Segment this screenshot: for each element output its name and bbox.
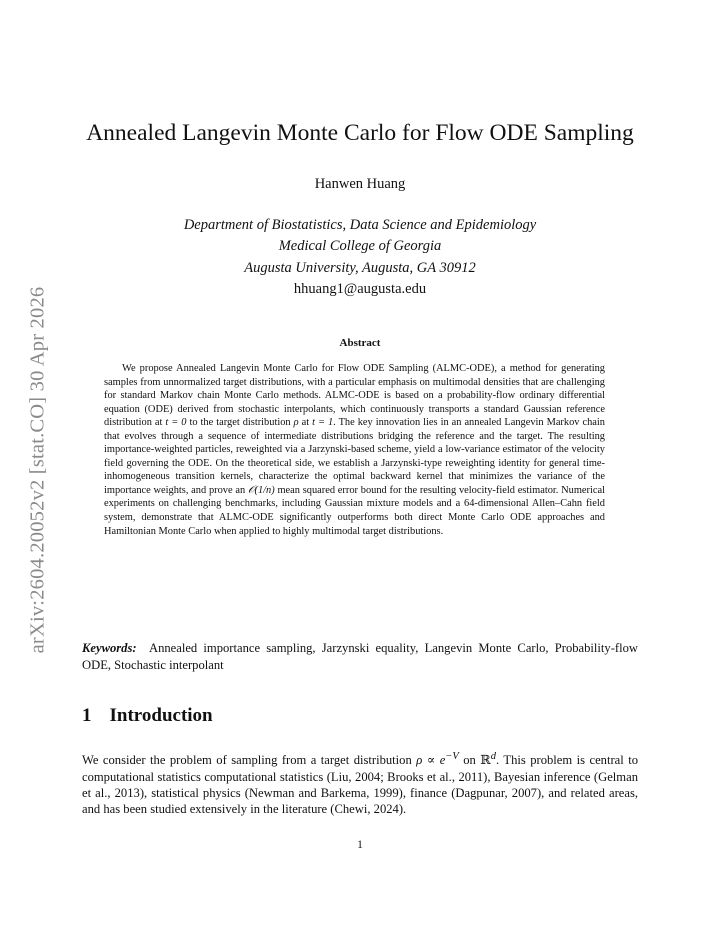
author-email: hhuang1@augusta.edu (293, 281, 427, 297)
abstract-body (104, 362, 605, 538)
intro-text-3: . This problem is central to computational statistics computational statistics (Liu, 2004; Brooks et al., 2011), Bayesian inference (Gelman et al., 2013), statistical physics (Newman and Barkema, 1999), finance (Dagpunar, 2007), and related areas, and has been studied extensively in the literature (Chewi, 2024). (82, 753, 638, 817)
section-title: Introduction (109, 705, 213, 726)
intro-math-1: ρ ∝ e (416, 753, 446, 768)
abstract-text-3: at (298, 417, 313, 429)
affiliation-department: Department of Biostatistics, Data Science and Epidemiology (183, 217, 537, 233)
section-number: 1 (82, 705, 92, 726)
intro-math-2: ℝ (480, 753, 491, 768)
abstract-math-3: t = 1 (312, 417, 334, 429)
arxiv-identifier: arXiv:2604.20052v2 [stat.CO] 30 Apr 2026 (26, 286, 49, 654)
intro-text-2: on (458, 753, 481, 768)
introduction-paragraph (82, 749, 638, 818)
abstract-text-5: mean squared error bound for the resulting velocity-field estimator. Numerical experiments on challenging benchmarks, including Gaussian mixture models and a 64-dimensional Allen–Cahn field system, demonstrate that ALMC-ODE significantly outperforms both direct Monte Carlo ODE approaches and Hamiltonian Monte Carlo when applied to highly multimodal target distributions. (104, 484, 605, 537)
arxiv-sidebar-stamp (18, 250, 58, 690)
intro-text-1: We consider the problem of sampling from a target distribution (82, 753, 417, 768)
page-number: 1 (357, 839, 363, 851)
keywords-text: Annealed importance sampling, Jarzynski equality, Langevin Monte Carlo, Probability-flow ODE, Stochastic interpolant (82, 641, 638, 672)
keywords-paragraph (82, 640, 638, 673)
abstract-text-1: We propose Annealed Langevin Monte Carlo for Flow ODE Sampling (ALMC-ODE), a method for generating samples from unnormalized target distributions, with a particular emphasis on multimodal densities that are challenging for standard Markov chain Monte Carlo methods. ALMC-ODE is based on a probability-flow ordinary differential equation (ODE) derived from stochastic interpolants, which continuously transports a standard Gaussian reference distribution at (104, 363, 605, 429)
author-name: Hanwen Huang (314, 176, 406, 192)
affiliation-college: Medical College of Georgia (278, 238, 442, 254)
abstract-text-4: . The key innovation lies in an annealed Langevin Markov chain that evolves through a sequence of intermediate distributions bridging the reference and the target. The resulting importance-weighted particles, reweighted via a Jarzynski-based scheme, yield a low-variance estimator of the velocity field governing the ODE. On the theoretical side, we establish a Jarzynski-type reweighting identity for general time-inhomogeneous transition kernels, characterize the optimal backward kernel that minimizes the variance of the importance weights, and prove an (104, 417, 605, 496)
intro-math-1-sup: −V (445, 751, 459, 762)
abstract-heading: Abstract (339, 337, 381, 349)
abstract-math-4: 𝒪(1/n) (247, 484, 275, 496)
affiliation-university: Augusta University, Augusta, GA 30912 (244, 260, 476, 276)
intro-math-2-sup: d (490, 751, 497, 762)
abstract-math-1: t = 0 (165, 417, 187, 429)
abstract-math-2: ρ (293, 417, 299, 429)
keywords-label: Keywords: (82, 641, 137, 655)
paper-title: Annealed Langevin Monte Carlo for Flow ODE Sampling (86, 120, 634, 146)
section-heading-introduction (82, 704, 213, 728)
abstract-text-2: to the target distribution (186, 417, 294, 429)
